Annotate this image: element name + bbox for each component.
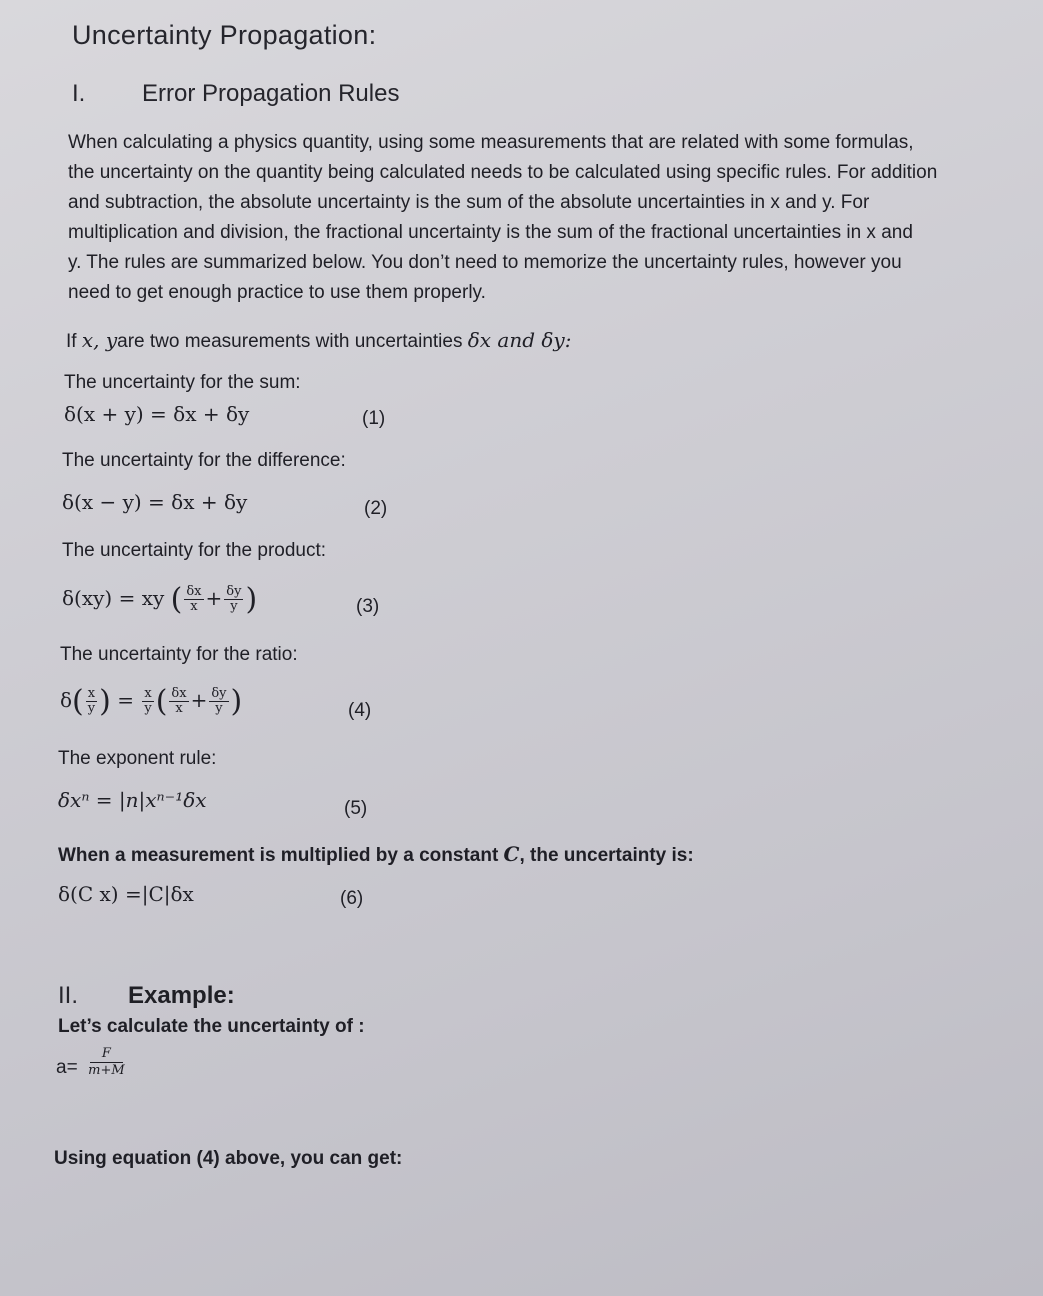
measurements-intro (66, 328, 571, 353)
product-lhs: δ(xy) = xy (62, 586, 165, 610)
rule-sum-label: The uncertainty for the sum: (64, 372, 301, 393)
paragraph-line: the uncertainty on the quantity being calculated needs to be calculated using specific rules. For addition (68, 162, 938, 183)
rule-difference-label: The uncertainty for the difference: (62, 450, 346, 471)
equation-number-3: (3) (356, 596, 380, 617)
equation-number-4: (4) (348, 700, 372, 721)
fraction-dx-over-x: $\frac{\delta x}{x}$ (186, 584, 202, 614)
rule-ratio-label: The uncertainty for the ratio: (60, 644, 298, 665)
rule-product-formula: δ(xy) = xy ( $\frac{\delta x}{x}$ + $\frac{\delta y}{y}$ ) (62, 582, 258, 617)
rule-sum-formula: δ(x + y) = δx + δy (64, 402, 250, 426)
example-outro: Using equation (4) above, you can get: (54, 1148, 403, 1169)
equation-number-1: (1) (362, 408, 386, 429)
paragraph-line: multiplication and division, the fractional uncertainty is the sum of the fractional uncertainties in x and (68, 222, 913, 243)
example-formula (56, 1046, 127, 1079)
section-2-numeral: II. (58, 982, 79, 1009)
paragraph-line: y. The rules are summarized below. You don’t need to memorize the uncertainty rules, however you (68, 252, 902, 273)
paragraph-line: and subtraction, the absolute uncertainty is the sum of the absolute uncertainties in x and y. For (68, 192, 870, 213)
equation-number-5: (5) (344, 798, 368, 819)
equation-number-6: (6) (340, 888, 364, 909)
rule-exponent-formula: δxⁿ = |n|xⁿ⁻¹δx (58, 788, 207, 812)
page-title: Uncertainty Propagation: (72, 20, 377, 50)
section-2-heading: Example: (128, 982, 235, 1009)
fraction-x-over-y: $\frac{x}{y}$ (87, 686, 96, 716)
intro-middle: are two measurements with uncertainties (117, 331, 468, 352)
rule-difference-formula: δ(x − y) = δx + δy (62, 490, 248, 514)
fraction-dy-over-y: $\frac{\delta y}{y}$ (211, 686, 227, 716)
rule-exponent-label: The exponent rule: (58, 748, 217, 769)
section-1-numeral: I. (72, 80, 86, 107)
intro-vars: x, y (81, 328, 118, 352)
constant-rule-formula: δ(C x) =|C|δx (58, 882, 194, 906)
example-fraction: $\frac{F}{m+M}$ (88, 1046, 125, 1078)
paragraph-line: need to get enough practice to use them properly. (68, 282, 486, 303)
fraction-dy-over-y: $\frac{\delta y}{y}$ (226, 584, 242, 614)
rule-product-label: The uncertainty for the product: (62, 540, 327, 561)
intro-prefix: If (66, 331, 82, 352)
fraction-dx-over-x: $\frac{\delta x}{x}$ (171, 686, 187, 716)
constant-rule-text: When a measurement is multiplied by a constant C, the uncertainty is: (58, 842, 694, 866)
intro-deltas: δx and δy: (467, 328, 572, 352)
example-lhs: a= (56, 1057, 78, 1078)
rule-ratio-formula: δ( $\frac{x}{y}$ ) = $\frac{x}{y}$ ( $\frac{\delta x}{x}$ + $\frac{\delta y}{y}$ ) (60, 684, 243, 719)
paragraph-line: When calculating a physics quantity, using some measurements that are related with some formulas, (68, 132, 914, 153)
example-intro: Let’s calculate the uncertainty of : (58, 1016, 365, 1037)
fraction-x-over-y-factor: $\frac{x}{y}$ (144, 686, 152, 716)
section-1-heading: Error Propagation Rules (142, 80, 400, 107)
equation-number-2: (2) (364, 498, 388, 519)
